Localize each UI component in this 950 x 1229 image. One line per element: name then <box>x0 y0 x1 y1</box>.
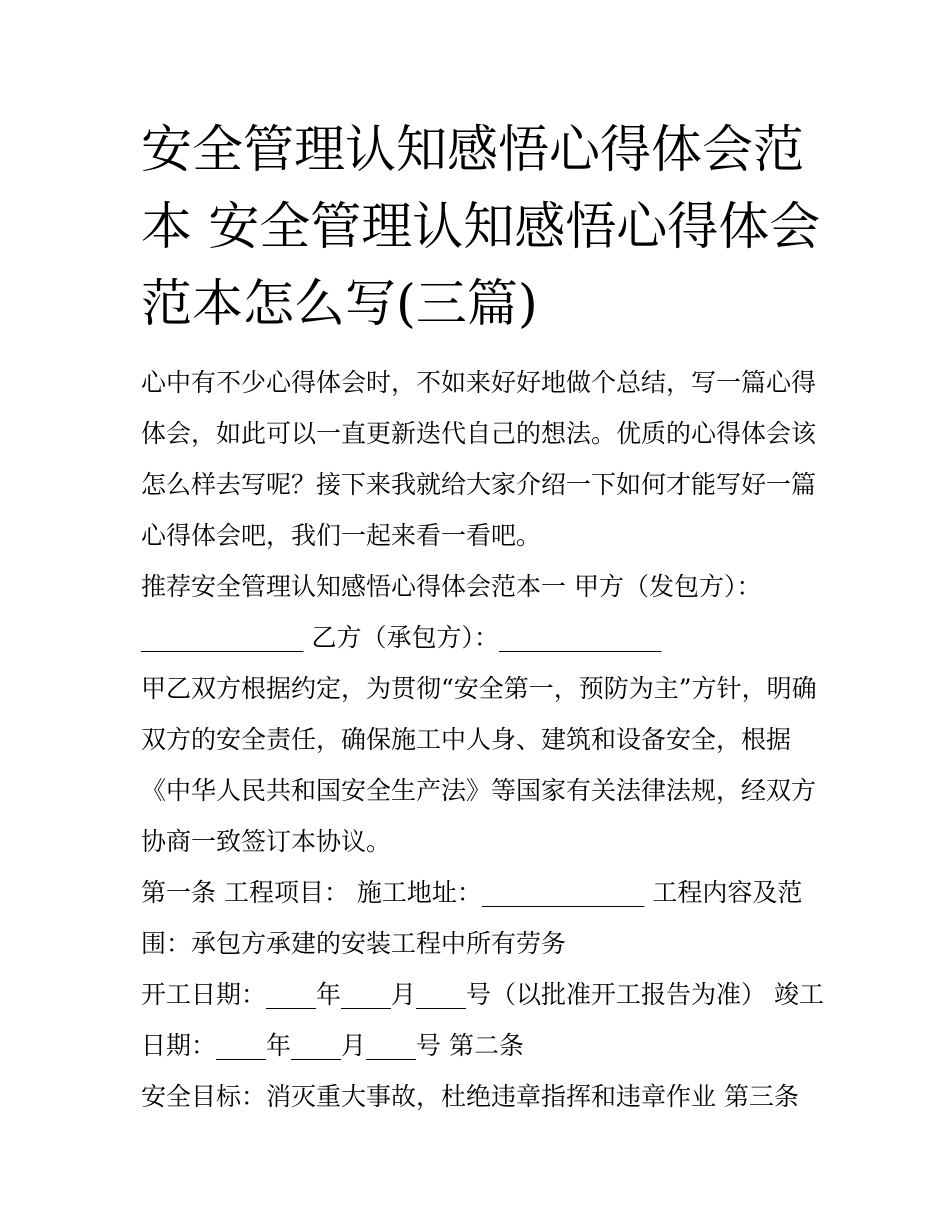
title-line-1: 安全管理认知感悟心得体会范 <box>141 121 805 180</box>
dates-line-2: 日期：____年____月____号 第二条 <box>141 1031 524 1060</box>
party-b-line: _____________ 乙方（承包方）：_____________ <box>141 623 662 652</box>
safety-goal-line: 安全目标：消灭重大事故，杜绝违章指挥和违章作业 第三条 <box>141 1082 799 1111</box>
agreement-line-3: 《中华人民共和国安全生产法》等国家有关法律法规，经双方 <box>141 776 817 805</box>
intro-line-2: 体会，如此可以一直更新迭代自己的想法。优质的心得体会该 <box>141 419 817 448</box>
section-heading-line: 推荐安全管理认知感悟心得体会范本一 甲方（发包方）： <box>141 572 762 601</box>
intro-line-1: 心中有不少心得体会时，不如来好好地做个总结，写一篇心得 <box>141 368 817 397</box>
document-title <box>141 112 821 343</box>
intro-line-4: 心得体会吧，我们一起来看一看吧。 <box>141 521 542 550</box>
dates-line-1: 开工日期：____年____月____号（以批准开工报告为准） 竣工 <box>141 980 824 1009</box>
agreement-line-2: 双方的安全责任，确保施工中人身、建筑和设备安全，根据 <box>141 725 792 754</box>
intro-line-3: 怎么样去写呢？接下来我就给大家介绍一下如何才能写好一篇 <box>141 470 817 499</box>
article-1-line-1: 第一条 工程项目： 施工地址：_____________ 工程内容及范 <box>141 878 803 907</box>
title-line-2: 本 安全管理认知感悟心得体会 <box>141 198 821 257</box>
agreement-line-1: 甲乙双方根据约定，为贯彻“安全第一，预防为主”方针，明确 <box>141 674 817 703</box>
article-1-line-2: 围：承包方承建的安装工程中所有劳务 <box>141 929 567 958</box>
title-line-3: 范本怎么写(三篇) <box>141 275 538 334</box>
document-page <box>141 112 824 1122</box>
agreement-line-4: 协商一致签订本协议。 <box>141 827 392 856</box>
document-body <box>141 357 824 1122</box>
